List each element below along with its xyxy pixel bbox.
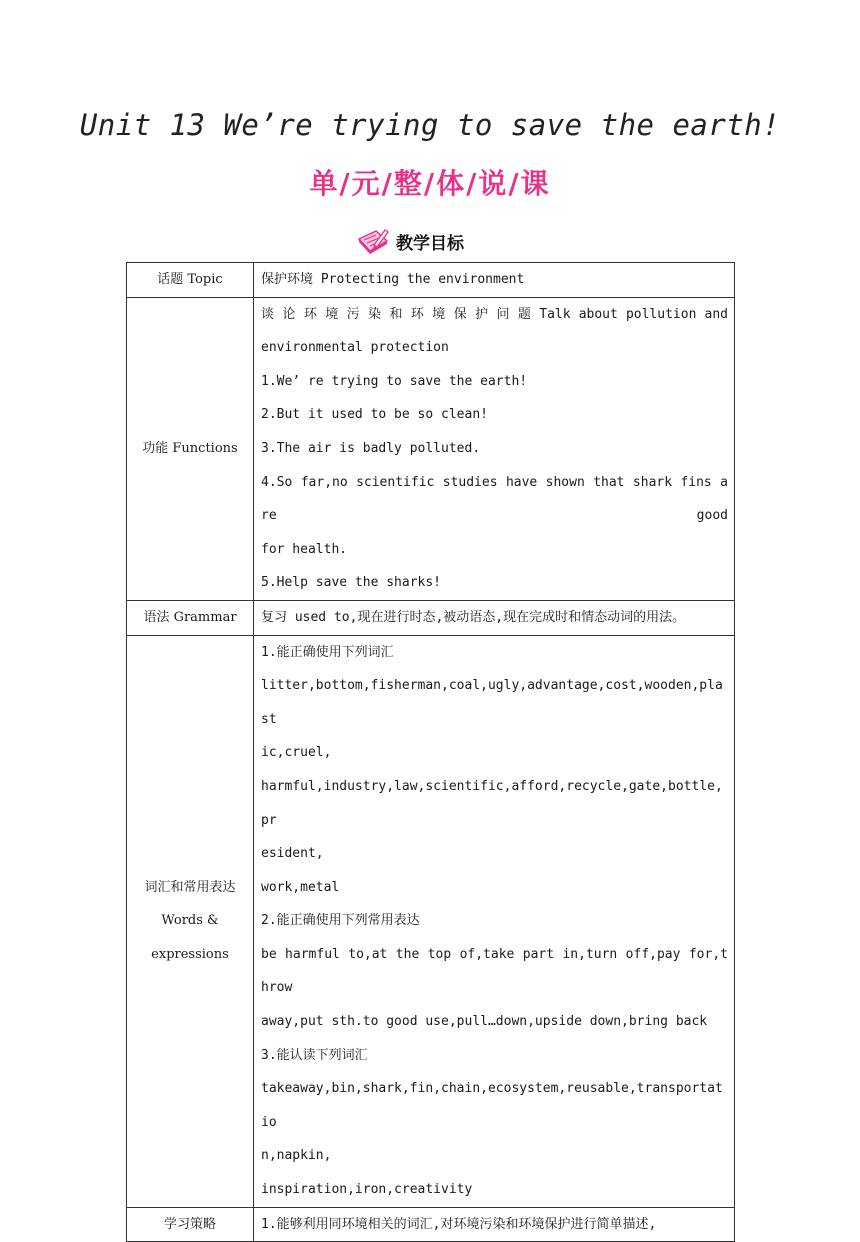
section-heading-label: 教学目标 — [396, 233, 464, 254]
pencil-notebook-icon — [356, 227, 390, 255]
teaching-goals-table — [126, 262, 735, 1242]
row-key: 词汇和常用表达 Words & expressions — [127, 635, 254, 1207]
row-value: 保护环境 Protecting the environment — [254, 263, 735, 298]
row-value: 1.能够利用同环境相关的词汇,对环境污染和环境保护进行简单描述, — [254, 1207, 735, 1242]
page-subtitle: 单/元/整/体/说/课 — [309, 167, 551, 200]
row-key: 语法 Grammar — [127, 600, 254, 635]
row-value: 谈 论 环 境 污 染 和 环 境 保 护 问 题 Talk about pollution and environmental protection 1.We’ re trying to save the earth! 2.But it used to be so clean! 3.The air is badly polluted. 4.So far,no scientific studies have shown that shark fins are good for health. 5.Help save the sharks! — [254, 297, 735, 600]
table-row — [127, 635, 735, 1207]
table-row — [127, 263, 735, 298]
row-value: 复习 used to,现在进行时态,被动语态,现在完成时和情态动词的用法。 — [254, 600, 735, 635]
table-row — [127, 297, 735, 600]
row-value: 1.能正确使用下列词汇 litter,bottom,fisherman,coal,ugly,advantage,cost,wooden,plast ic,cruel, harmful,industry,law,scientific,afford,recycle,gate,bottle,pr esident, work,metal 2.能正确使用下列常用表达 be harmful to,at the top of,take part in,turn off,pay for,throw away,put sth.to good use,pull…down,upside down,bring back 3.能认读下列词汇 takeaway,bin,shark,fin,chain,ecosystem,reusable,transportatio n,napkin, inspiration,iron,creativity — [254, 635, 735, 1207]
row-key: 话题 Topic — [127, 263, 254, 298]
section-heading — [356, 226, 464, 256]
table-row — [127, 1207, 735, 1242]
row-key: 功能 Functions — [127, 297, 254, 600]
table-row — [127, 600, 735, 635]
row-key: 学习策略 — [127, 1207, 254, 1242]
page-title: Unit 13 We’re trying to save the earth! — [79, 108, 781, 142]
